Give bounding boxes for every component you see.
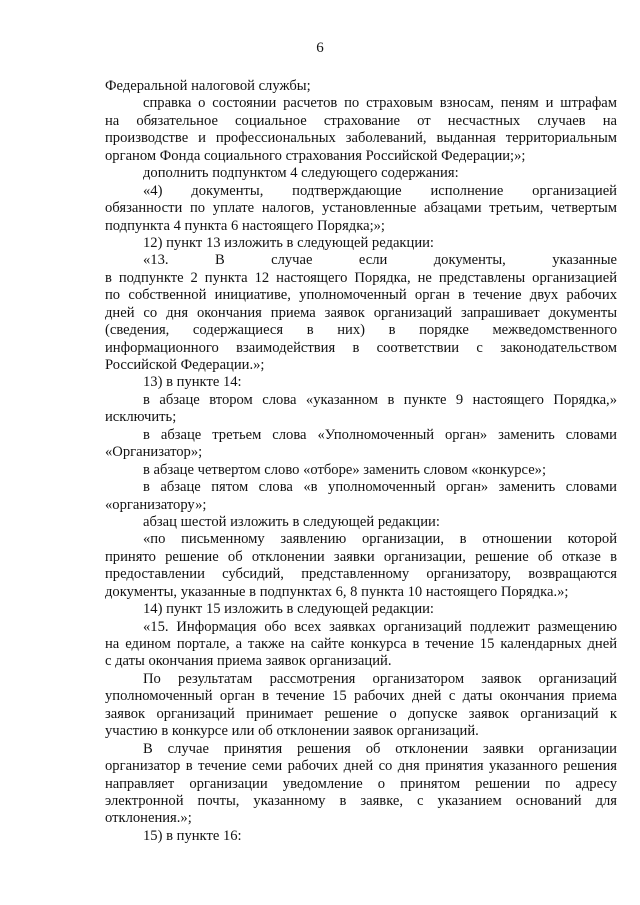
text-line: «15. Информация обо всех заявках организаций подлежит размещению (143, 618, 617, 635)
text-line: принято решение об отклонении заявки организации, решение об отказе в (105, 548, 617, 565)
text-line: направляет организации уведомление о принятом решении по адресу (105, 775, 617, 792)
text-line: Федеральной налоговой службы; (105, 78, 311, 94)
text-line: уполномоченный орган в течение 15 рабочих дней с даты окончания приема (105, 688, 617, 705)
text-line: организатор в течение семи рабочих дней со дня принятия указанного решения (105, 758, 617, 775)
text-line: «13. В случае если документы, указанные (143, 252, 617, 269)
text-line: 14) пункт 15 изложить в следующей редакции: (143, 601, 434, 618)
text-line: справка о состоянии расчетов по страховым взносам, пеням и штрафам (143, 95, 617, 112)
text-line: По результатам рассмотрения организатором заявок организаций (143, 670, 617, 687)
text-line: предоставлении субсидий, представленному организатору, возвращаются (105, 566, 617, 583)
text-line: документы, указанные в подпунктах 6, 8 пункта 10 настоящего Порядка.»; (105, 583, 569, 600)
text-line: в абзаце втором слова «указанном в пункте 9 настоящего Порядка,» (143, 391, 617, 408)
text-line: «организатору»; (105, 496, 207, 513)
text-line: информационного взаимодействия в соответствии с законодательством (105, 339, 617, 356)
text-line: дополнить подпунктом 4 следующего содержания: (143, 165, 459, 182)
text-line: 12) пункт 13 изложить в следующей редакции: (143, 234, 434, 251)
text-line: в подпункте 2 пункта 12 настоящего Порядка, не представлены организацией (105, 269, 617, 286)
text-line: В случае принятия решения об отклонении заявки организации (143, 740, 617, 757)
text-line: подпункта 4 пункта 6 настоящего Порядка;»; (105, 217, 385, 234)
text-line: 13) в пункте 14: (143, 374, 242, 391)
text-line: заявок организаций принимает решение о допуске заявок организаций к (105, 705, 617, 722)
text-line: в абзаце четвертом слово «отборе» заменить словом «конкурсе»; (143, 461, 547, 478)
text-line: в абзаце третьем слова «Уполномоченный орган» заменить словами (143, 426, 617, 443)
text-line: дней со дня окончания приема заявок организаций запрашивает документы (105, 304, 617, 321)
text-line: 15) в пункте 16: (143, 827, 242, 844)
text-line: отклонения.»; (105, 810, 192, 827)
text-line: (сведения, содержащиеся в них) в порядке межведомственного (105, 322, 617, 339)
text-line: абзац шестой изложить в следующей редакции: (143, 513, 440, 530)
page-number: 6 (316, 40, 324, 56)
text-line: органом Фонда социального страхования Российской Федерации;»; (105, 147, 526, 164)
text-line: с даты окончания приема заявок организаций. (105, 653, 392, 670)
text-line: по собственной инициативе, уполномоченный орган в течение двух рабочих (105, 287, 617, 304)
text-line: на едином портале, а также на сайте конкурса в течение 15 календарных дней (105, 636, 617, 652)
text-line: производстве и профессиональных заболеваний, выданная территориальным (105, 130, 617, 147)
text-line: в абзаце пятом слова «в уполномоченный орган» заменить словами (143, 479, 617, 496)
text-line: «Организатор»; (105, 444, 203, 461)
text-line: «по письменному заявлению организации, в отношении которой (143, 531, 617, 548)
document-body (105, 78, 617, 845)
text-line: электронной почты, указанному в заявке, с указанием оснований для (105, 792, 617, 809)
text-line: исключить; (105, 409, 177, 426)
text-line: на обязательное социальное страхование от несчастных случаев на (105, 112, 617, 129)
text-line: Российской Федерации.»; (105, 357, 265, 373)
text-line: «4) документы, подтверждающие исполнение организацией (143, 182, 617, 199)
text-line: обязанности по уплате налогов, установленные абзацами третьим, четвертым (105, 200, 617, 217)
text-line: участию в конкурсе или об отклонении заявок организаций. (105, 723, 479, 740)
